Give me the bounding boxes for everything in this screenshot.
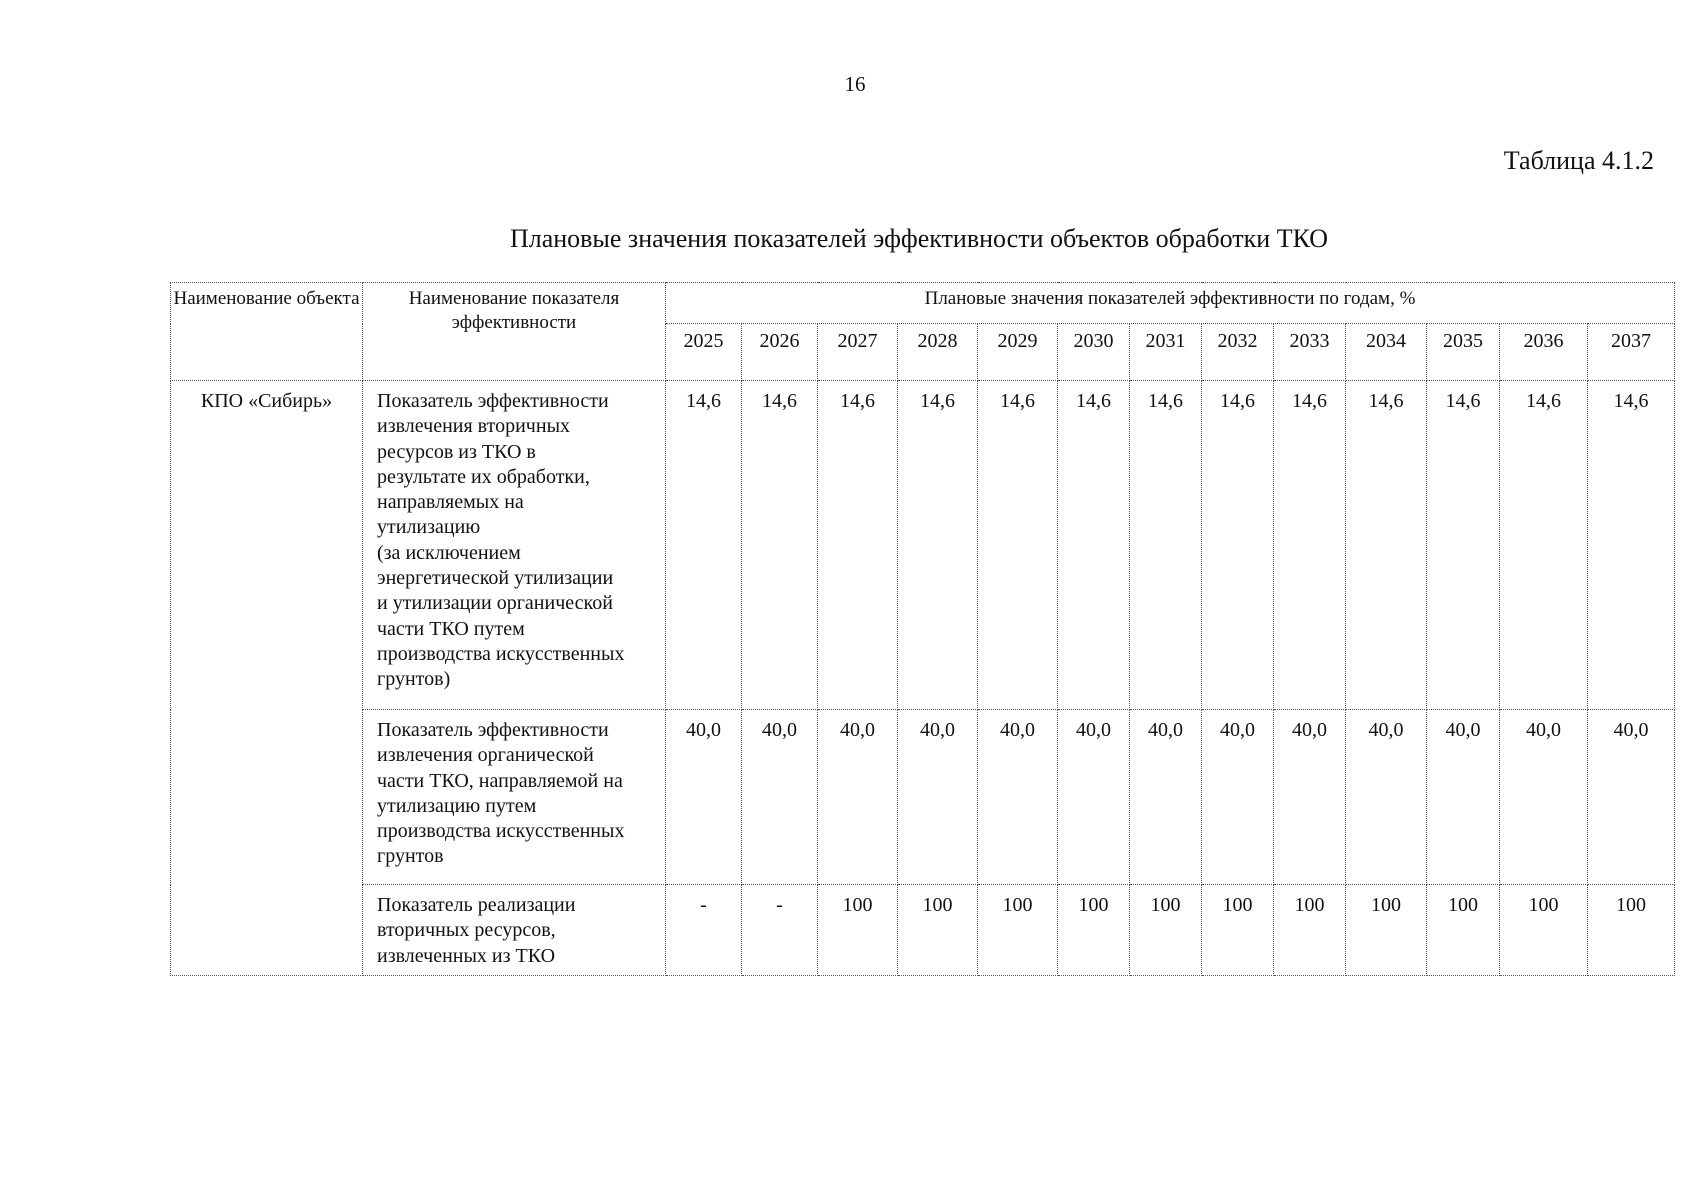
value-cell: 40,0 [1427,710,1500,885]
value-cell: 100 [1130,885,1202,976]
value-cell: 14,6 [1058,381,1130,710]
header-year: 2032 [1202,324,1274,381]
value-cell: 100 [1274,885,1346,976]
value-cell: 40,0 [1130,710,1202,885]
header-year: 2028 [898,324,978,381]
header-year: 2035 [1427,324,1500,381]
value-cell: 100 [818,885,898,976]
header-object-name: Наименование объекта [171,283,363,381]
value-cell: 100 [1058,885,1130,976]
indicator-name-cell: Показатель реализации вторичных ресурсов, извлеченных из ТКО [363,885,666,976]
header-year: 2029 [978,324,1058,381]
header-year: 2026 [742,324,818,381]
header-year: 2031 [1130,324,1202,381]
value-cell: 40,0 [1058,710,1130,885]
header-year: 2025 [666,324,742,381]
efficiency-table [170,282,1675,976]
value-cell: 100 [1202,885,1274,976]
value-cell: 14,6 [666,381,742,710]
indicator-name-cell: Показатель эффективности извлечения вторичных ресурсов из ТКО в результате их обработки, направляемых на утилизацию (за исключением энергетической утилизации и утилизации органической части ТКО путем производства искусственных грунтов) [363,381,666,710]
table-label: Таблица 4.1.2 [1503,146,1654,175]
value-cell: 100 [1588,885,1675,976]
value-cell: 40,0 [818,710,898,885]
value-cell: 100 [1427,885,1500,976]
header-row-group [171,283,1675,324]
value-cell: 14,6 [1202,381,1274,710]
value-cell: 40,0 [898,710,978,885]
value-cell: 40,0 [1274,710,1346,885]
value-cell: 40,0 [1346,710,1427,885]
value-cell: 40,0 [978,710,1058,885]
page-number: 16 [844,72,866,96]
value-cell: 100 [1346,885,1427,976]
header-year: 2037 [1588,324,1675,381]
value-cell: 40,0 [1588,710,1675,885]
header-year: 2034 [1346,324,1427,381]
header-year: 2027 [818,324,898,381]
value-cell: 40,0 [666,710,742,885]
value-cell: 100 [898,885,978,976]
value-cell: 14,6 [1500,381,1588,710]
value-cell: 14,6 [1427,381,1500,710]
value-cell: 14,6 [1130,381,1202,710]
indicator-name-cell: Показатель эффективности извлечения органической части ТКО, направляемой на утилизацию путем производства искусственных грунтов [363,710,666,885]
value-cell: - [666,885,742,976]
header-indicator-name: Наименование показателя эффективности [363,283,666,381]
header-year: 2033 [1274,324,1346,381]
value-cell: 14,6 [1588,381,1675,710]
value-cell: 100 [1500,885,1588,976]
table-row [171,381,1675,710]
header-values-group: Плановые значения показателей эффективности по годам, % [666,283,1675,324]
value-cell: 40,0 [1500,710,1588,885]
object-name-cell: КПО «Сибирь» [171,381,363,976]
value-cell: 40,0 [1202,710,1274,885]
value-cell: 14,6 [1274,381,1346,710]
document-title: Плановые значения показателей эффективности объектов обработки ТКО [509,224,1329,253]
value-cell: 14,6 [1346,381,1427,710]
value-cell: 100 [978,885,1058,976]
value-cell: 40,0 [742,710,818,885]
value-cell: - [742,885,818,976]
value-cell: 14,6 [898,381,978,710]
value-cell: 14,6 [978,381,1058,710]
value-cell: 14,6 [742,381,818,710]
table-row [171,885,1675,976]
header-year: 2030 [1058,324,1130,381]
table-row [171,710,1675,885]
value-cell: 14,6 [818,381,898,710]
header-year: 2036 [1500,324,1588,381]
